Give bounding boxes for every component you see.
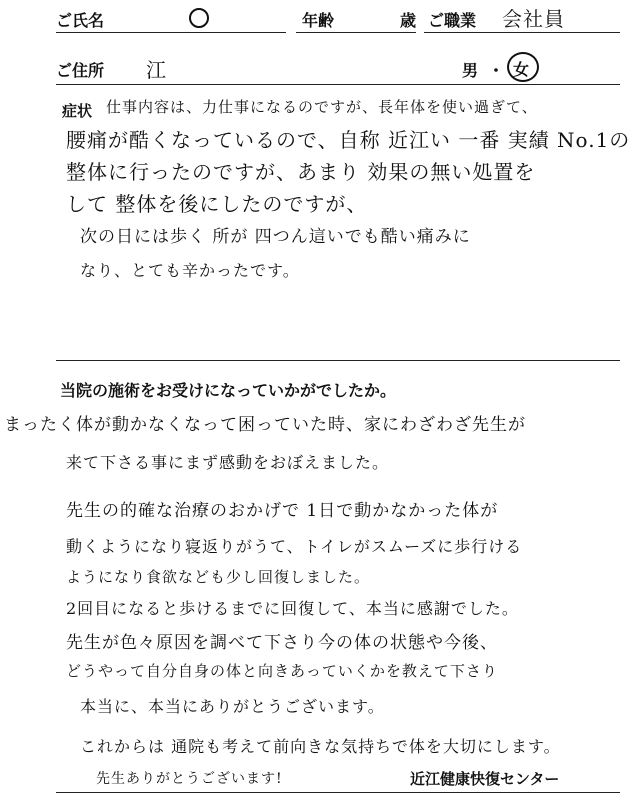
name-underline bbox=[56, 32, 286, 33]
symptoms-line-3: 整体に行ったのですが、あまり 効果の無い処置を bbox=[66, 160, 536, 184]
occupation-label: ご職業 bbox=[428, 11, 477, 30]
name-circle-mark bbox=[189, 8, 209, 28]
symptoms-line-2: 腰痛が酷くなっているので、自称 近江い 一番 実績 No.1の bbox=[66, 128, 631, 152]
answer-line-4: 動くようになり寝返りがうて、トイレがスムーズに歩行ける bbox=[66, 537, 523, 556]
gender-separator: ・ bbox=[488, 61, 505, 80]
address-underline bbox=[56, 84, 620, 85]
question-heading: 当院の施術をお受けになっていかがでしたか。 bbox=[60, 381, 397, 400]
address-value: 江 bbox=[146, 58, 167, 82]
occupation-value: 会社員 bbox=[502, 7, 565, 31]
symptoms-line-1: 仕事内容は、力仕事になるのですが、長年体を使い過ぎて、 bbox=[106, 98, 538, 116]
answer-line-6: 2回目になると歩けるまでに回復して、本当に感謝でした。 bbox=[66, 599, 519, 618]
age-label: 年齢 bbox=[302, 11, 335, 30]
gender-male: 男 bbox=[462, 61, 479, 80]
answer-line-2: 来て下さる事にまず感動をおぼえました。 bbox=[66, 453, 390, 472]
answer-line-1: まったく体が動かなくなって困っていた時、家にわざわざ先生が bbox=[4, 415, 526, 435]
answer-line-7: 先生が色々原因を調べて下さり今の体の状態や今後、 bbox=[66, 633, 498, 653]
answer-line-8: どうやって自分自身の体と向きあっていくかを教えて下さり bbox=[66, 662, 498, 680]
footer-underline bbox=[56, 792, 620, 793]
clinic-name: 近江健康快復センター bbox=[410, 770, 560, 788]
symptoms-line-5: 次の日には歩く 所が 四つん這いでも酷い痛みに bbox=[80, 227, 471, 247]
section-divider bbox=[56, 360, 620, 361]
age-underline bbox=[296, 32, 416, 33]
age-unit: 歳 bbox=[400, 11, 417, 30]
symptoms-label: 症状 bbox=[62, 102, 93, 120]
answer-line-5: ようになり食欲なども少し回復しました。 bbox=[66, 568, 371, 586]
footer-thanks: 先生ありがとうございます! bbox=[96, 771, 283, 787]
answer-line-9: 本当に、本当にありがとうございます。 bbox=[80, 697, 385, 716]
symptoms-line-6: なり、とても辛かったです。 bbox=[80, 261, 300, 280]
answer-line-3: 先生の的確な治療のおかげで 1日で動かなかった体が bbox=[66, 501, 499, 521]
gender-female: 女 bbox=[513, 60, 530, 79]
occupation-underline bbox=[424, 32, 620, 33]
symptoms-line-4: して 整体を後にしたのですが、 bbox=[66, 192, 368, 216]
answer-line-10: これからは 通院も考えて前向きな気持ちで体を大切にします。 bbox=[80, 737, 561, 756]
address-label: ご住所 bbox=[56, 61, 105, 80]
name-label: ご氏名 bbox=[56, 11, 105, 30]
